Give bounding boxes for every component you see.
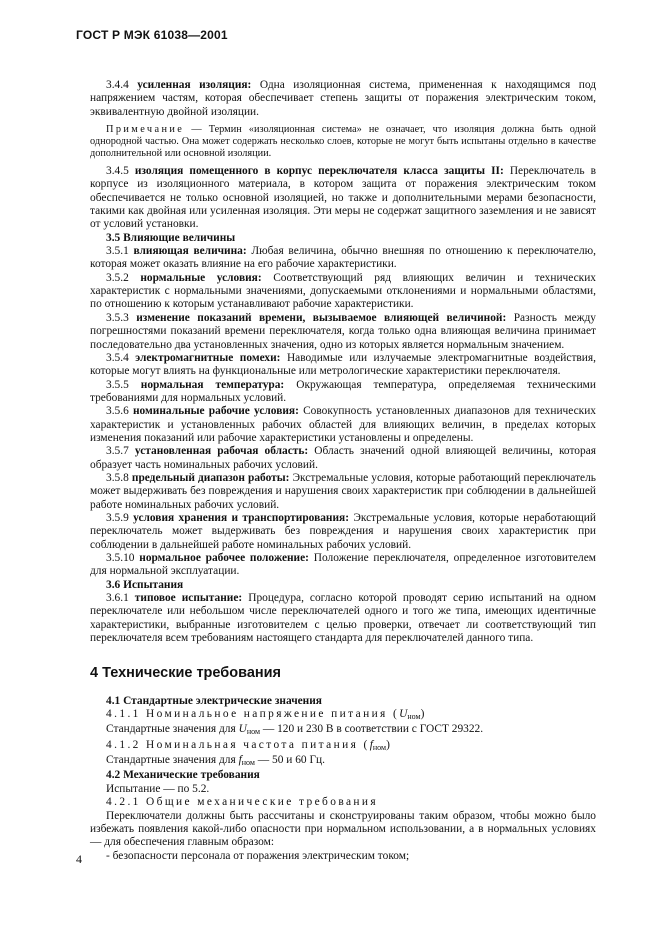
clause-3-5-4: 3.5.4 электромагнитные помехи: Наводимые или излучаемые электромагнитные воздействия, которые могут влиять на функциональные или метрологические характеристики переключателя. [90,351,596,378]
page-number: 4 [76,852,82,866]
clause-3-4-5: 3.4.5 изоляция помещенного в корпус переключателя класса защиты II: Переключатель в корпусе из изоляционного материала, в котором защита от поражения электрическим током обеспечивается не только основной изоляцией, но также и дополнительными мерами безопасности, такими как двойная или усиленная изоляция. Эти меры не содержат защитного заземления и не зависят от условий установки. [90,165,596,231]
heading-4-2: 4.2 Механические требования [106,769,260,782]
clause-3-6-1: 3.6.1 типовое испытание: Процедура, согласно которой проводят серию испытаний на одном переключателе или небольшом числе переключателей одного и того же типа, имеющих идентичные характеристики, выбранные изготовителем с целью проверки, отвечает ли соответствующий тип переключателя всем требованиям настоящего стандарта для переключателей данного типа. [90,592,596,645]
term: установленная рабочая область: [134,445,309,458]
term: усиленная изоляция: [137,79,252,91]
page-content [90,79,596,863]
document-header: ГОСТ Р МЭК 61038—2001 [76,28,228,42]
heading-3-6: 3.6 Испытания [106,578,184,591]
list-item: - безопасности персонала от поражения электрическим током; [106,849,410,862]
clause-4-1-1-values: Стандартные значения для $U_{ном}$ — 120 и 230 В в соответствии с ГОСТ 29322. [106,723,484,737]
term: влияющая величина: [133,245,247,258]
clause-3-5-9: 3.5.9 условия хранения и транспортирования: Экстремальные условия, которые неработающий переключатель может выдерживать без повреждения и нарушения своих характеристик при соблюдении в дальнейшей работе номинальных рабочих условий. [90,511,596,551]
clause-3-5-7: 3.5.7 установленная рабочая область: Область значений одной влияющей величины, которая образует часть номинальных рабочих условий. [90,445,596,471]
note-label: Примечание [106,124,185,136]
clause-3-5-6: 3.5.6 номинальные рабочие условия: Совокупность установленных диапазонов для технических характеристик и установленных рабочих областей для влияющих величин, в пределах которых изменения показаний или рабочие характеристики установлены и определены. [90,405,596,444]
term: электромагнитные помехи: [135,351,281,364]
term: изменение показаний времени, вызываемое влияющей величиной: [136,311,507,324]
term: типовое испытание: [134,592,243,605]
clause-3-5-8: 3.5.8 предельный диапазон работы: Экстремальные условия, которые работающий переключатель может выдерживать без повреждения и нарушения своих характеристик при соблюдении в дальнейшей работе номинальных рабочих условий. [90,471,596,511]
clause-4-2-1: 4.2.1 Общие механические требования [106,796,379,809]
term: нормальное рабочее положение: [139,552,309,564]
clause-3-5-5: 3.5.5 нормальная температура: Окружающая температура, определяемая техническими требованиями для нормальных условий. [90,378,596,404]
clause-3-5-1: 3.5.1 влияющая величина: Любая величина, обычно внешняя по отношению к переключателю, которая может оказать влияние на его рабочие характеристики. [90,245,597,271]
term: нормальная температура: [140,378,285,391]
clause-4-1-1: 4.1.1 Номинальное напряжение питания $(U_{ном})$ [106,708,425,722]
clause-4-1-2-values: Стандартные значения для $f_{ном}$ — 50 и 60 Гц. [106,754,325,768]
clause-3-5-10: 3.5.10 нормальное рабочее положение: Положение переключателя, определенное изготовителем для нормальной эксплуатации. [90,552,597,578]
heading-4-1: 4.1 Стандартные электрические значения [106,694,322,707]
clause-4-2-test: Испытание — по 5.2. [106,782,210,795]
heading-3-5: 3.5 Влияющие величины [106,231,236,244]
term: номинальные рабочие условия: [132,405,299,418]
clause-3-5-2: 3.5.2 нормальные условия: Соответствующий ряд влияющих величин и технических характеристик с нормальными значениями, допускаемыми отклонениями и нормальными областями, по отношению к которым устанавливают рабочие характеристики. [90,271,596,311]
term: нормальные условия: [140,271,262,284]
term: условия хранения и транспортирования: [133,511,350,524]
clause-4-2-1-text: Переключатели должны быть рассчитаны и сконструированы таким образом, чтобы можно было избежать появления какой-либо опасности при нормальном использовании, а в нормальных условиях — для обеспечения главным образом: [90,809,596,849]
clause-3-5-3: 3.5.3 изменение показаний времени, вызываемое влияющей величиной: Разность между погрешностями показаний времени переключателя, когда только одна влияющая величина принимает последовательно два установленных значения, одно из которых является нормальным значением. [90,311,596,351]
note: Примечание — Термин «изоляционная система» не означает, что изоляция должна быть одной однородной частью. Она может содержать несколько слоев, которые не могут быть испытаны отдельно в качестве дополнительной или основной изоляции. [90,124,596,160]
term: изоляция помещенного в корпус переключателя класса защиты II: [134,165,504,178]
section-heading-4: 4 Технические требования [90,665,282,682]
clause-4-1-2: 4.1.2 Номинальная частота питания $(f_{ном})$ [106,738,390,752]
clause-3-4-4: 3.4.4 усиленная изоляция: Одна изоляционная система, примененная к находящимся под напряжением частям, которая обеспечивает степень защиты от поражения электрическим током, эквивалентную двойной изоляции. [90,79,596,118]
term: предельный диапазон работы: [131,471,290,484]
